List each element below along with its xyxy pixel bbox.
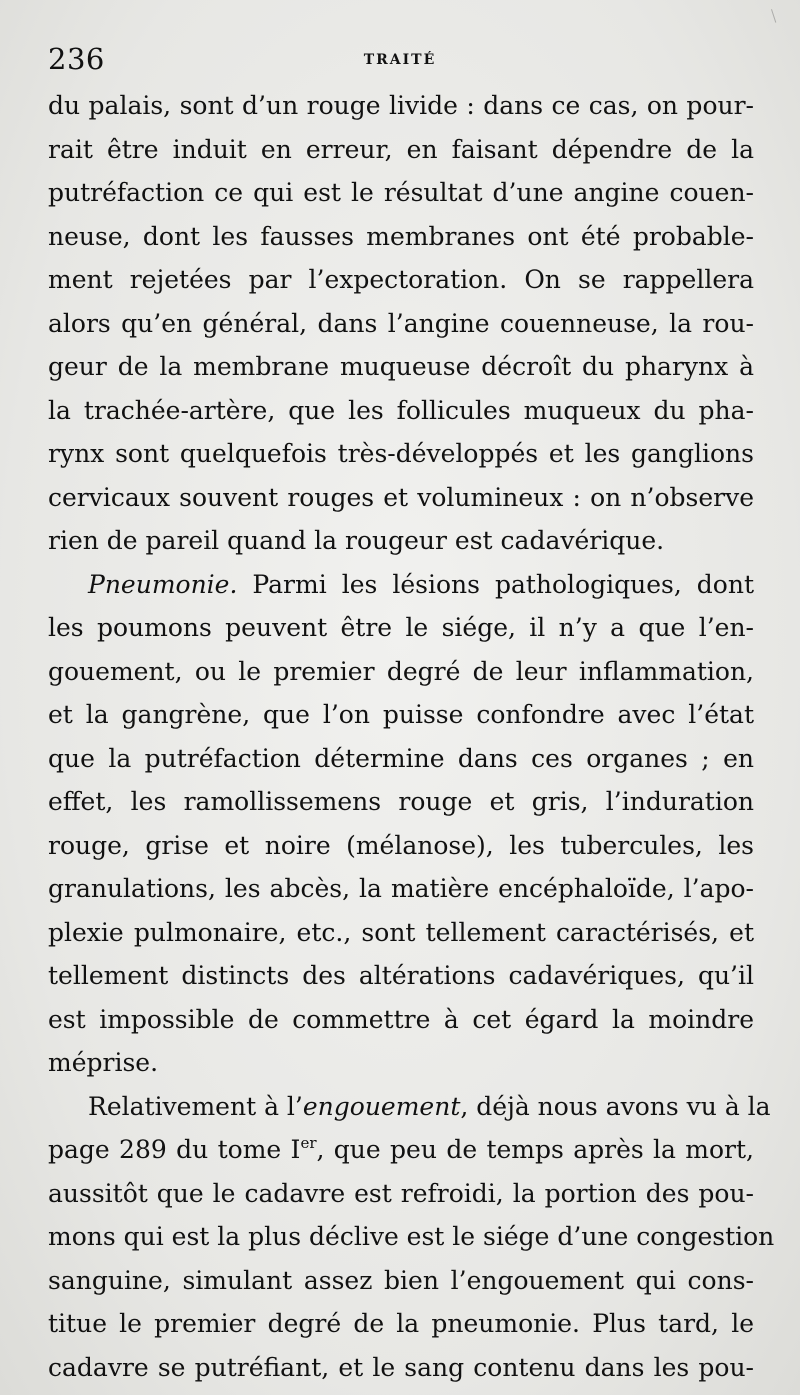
italic-term: engouement (302, 1091, 461, 1121)
text-line: rynx sont quelquefois très-développés et les ganglions (48, 439, 754, 468)
text-line: gouement, ou le premier degré de leur inflammation, (48, 656, 754, 686)
text-line: la trachée-artère, que les follicules muqueux du pha- (48, 395, 754, 425)
body-text (48, 84, 775, 1389)
running-head: TRAITÉ (363, 52, 437, 68)
text-line: plexie pulmonaire, etc., sont tellement caractérisés, et (48, 917, 754, 947)
text-line: mons qui est la plus déclive est le siége d’une congestion (48, 1222, 775, 1251)
text-line: cervicaux souvent rouges et volumineux : on n’observe (48, 482, 754, 512)
text-line: titue le premier degré de la pneumonie. Plus tard, le (48, 1309, 754, 1338)
text-line: granulations, les abcès, la matière encéphaloïde, l’apo- (48, 874, 754, 903)
text-line: aussitôt que le cadavre est refroidi, la portion des pou- (48, 1178, 754, 1208)
text-line: rait être induit en erreur, en faisant dépendre de la (48, 134, 754, 164)
superscript: er (300, 1134, 317, 1152)
text-line: effet, les ramollissemens rouge et gris, l’induration (48, 787, 754, 816)
margin-mark (771, 7, 782, 22)
text-line: page 289 du tome Ier, que peu de temps après la mort, (48, 1134, 755, 1164)
page-header (48, 42, 752, 78)
text-line: rien de pareil quand la rougeur est cadavérique. (48, 526, 665, 555)
text-line: et la gangrène, que l’on puisse confondre avec l’état (48, 700, 754, 729)
paragraph-start-line: Relativement à l’engouement, déjà nous avons vu à la (88, 1091, 771, 1121)
text-line: cadavre se putréfiant, et le sang contenu dans les pou- (48, 1352, 754, 1382)
text-line: sanguine, simulant assez bien l’engouement qui cons- (48, 1265, 754, 1295)
text-line: méprise. (48, 1048, 159, 1077)
text-line: putréfaction ce qui est le résultat d’une angine couen- (48, 178, 754, 207)
text-line: alors qu’en général, dans l’angine couenneuse, la rou- (48, 308, 754, 338)
section-heading: Pneumonie. (88, 569, 238, 599)
text-line: neuse, dont les fausses membranes ont été probable- (48, 221, 754, 251)
text-line: les poumons peuvent être le siége, il n’y a que l’en- (48, 613, 754, 642)
text-line: rouge, grise et noire (mélanose), les tubercules, les (48, 830, 754, 860)
text-line: que la putréfaction détermine dans ces organes ; en (48, 743, 754, 773)
text-line: ment rejetées par l’expectoration. On se rappellera (48, 265, 754, 294)
text-line: geur de la membrane muqueuse décroît du pharynx à (48, 352, 754, 381)
text-line: est impossible de commettre à cet égard la moindre (48, 1004, 754, 1034)
paragraph-start-line: Pneumonie. Parmi les lésions pathologiques, dont (88, 569, 754, 599)
text-line: tellement distincts des altérations cadavériques, qu’il (48, 961, 754, 990)
page-number: 236 (48, 42, 105, 76)
text-line: du palais, sont d’un rouge livide : dans ce cas, on pour- (48, 91, 754, 120)
